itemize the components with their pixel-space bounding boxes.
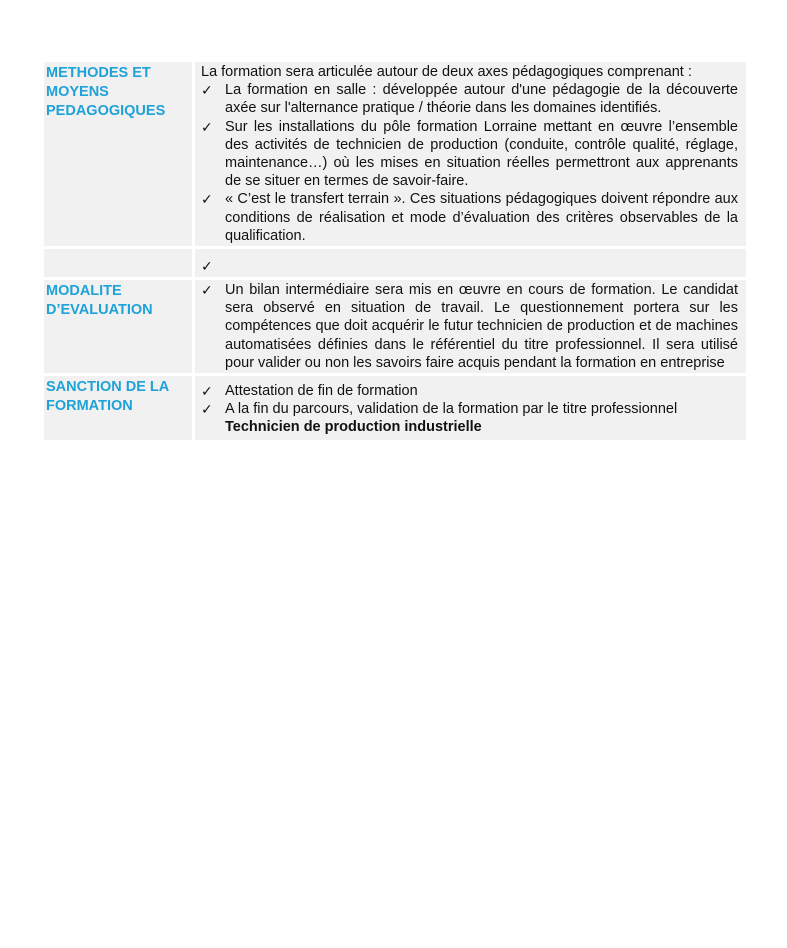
list-item [201, 81, 738, 117]
row-label: SANCTION DE LA FORMATION [46, 379, 169, 415]
check-icon: ✓ [201, 191, 213, 208]
list-item-text: Sur les installations du pôle formation Lorraine mettant en œuvre l’ensemble des activités de technicien de production (conduite, contrôle qualité, réglage, maintenance…) où les mises en situation réelles permettront aux apprenants de se situer en termes de savoir-faire. [225, 118, 738, 190]
row-content-cell [195, 376, 746, 443]
check-list [201, 81, 738, 245]
row-content-cell [195, 62, 746, 249]
list-item [201, 190, 738, 245]
check-icon: ✓ [201, 258, 213, 275]
row-label-cell [44, 280, 195, 376]
table-row-empty [44, 249, 746, 280]
table-row-modalite [44, 280, 746, 376]
list-item [201, 250, 738, 275]
row-label: MODALITE D’EVALUATION [46, 283, 153, 319]
row-label-cell [44, 62, 195, 249]
row-content [195, 249, 746, 277]
list-item-text: « C’est le transfert terrain ». Ces situations pédagogiques doivent répondre aux conditions de réalisation et mode d’évaluation des critères observables de la qualification. [225, 191, 738, 244]
list-item [201, 281, 738, 372]
formation-table [44, 62, 746, 443]
row-content-cell [195, 280, 746, 376]
row-label: METHODES ET MOYENS PEDAGOGIQUES [46, 65, 166, 119]
list-item [201, 118, 738, 191]
check-list [201, 281, 738, 372]
row-label-cell [44, 376, 195, 443]
row-label-cell [44, 249, 195, 280]
diploma-title: Technicien de production industrielle [225, 419, 482, 436]
row-content-cell [195, 249, 746, 280]
list-item-text: La formation en salle : développée autour d'une pédagogie de la découverte axée sur l'alternance pratique / théorie dans les domaines identifiés. [225, 82, 738, 117]
row-content [195, 280, 746, 373]
list-item-text: Attestation de fin de formation [225, 383, 418, 400]
row-content [195, 376, 746, 440]
intro-text: La formation sera articulée autour de deux axes pédagogiques comprenant : [201, 64, 692, 80]
check-icon: ✓ [201, 401, 213, 418]
row-content [195, 62, 746, 246]
check-icon: ✓ [201, 82, 213, 99]
check-list [201, 250, 738, 275]
row-label [44, 249, 192, 253]
list-item [201, 382, 738, 400]
table-row-sanction [44, 376, 746, 443]
list-item [201, 400, 738, 418]
check-icon: ✓ [201, 118, 213, 135]
check-icon: ✓ [201, 282, 213, 299]
list-item-text: A la fin du parcours, validation de la formation par le titre professionnel [225, 401, 678, 418]
table-row-methodes [44, 62, 746, 249]
list-item-text: Un bilan intermédiaire sera mis en œuvre en cours de formation. Le candidat sera observé en situation de travail. Le questionnement portera sur les compétences que doit acquérir le futur technicien de production et de machines automatisées définies dans le référentiel du titre professionnel. Il sera utilisé pour valider ou non les savoirs faire acquis pendant la formation en entreprise [225, 282, 738, 371]
check-list [201, 382, 738, 418]
check-icon: ✓ [201, 383, 213, 400]
